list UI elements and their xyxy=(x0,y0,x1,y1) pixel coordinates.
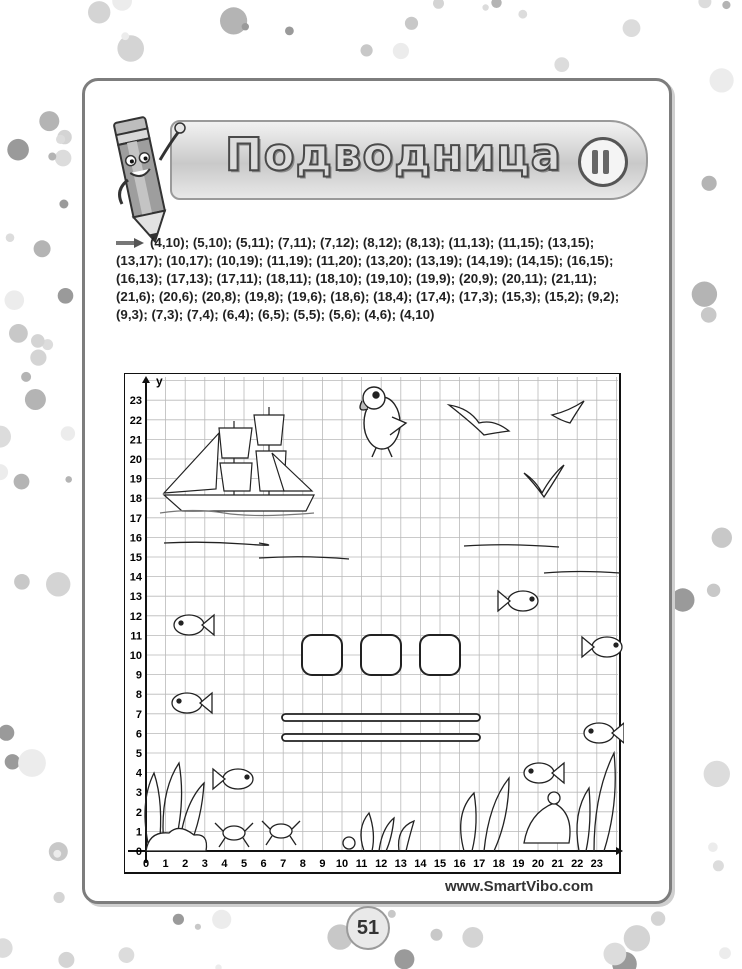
x-tick-label: 0 xyxy=(142,858,150,870)
polka-dot xyxy=(48,153,56,161)
polka-dot xyxy=(58,952,74,968)
y-tick-label: 7 xyxy=(135,708,142,721)
polka-dot xyxy=(7,139,29,161)
x-tick-label: 1 xyxy=(162,858,169,870)
polka-dot xyxy=(712,528,732,548)
y-tick-label: 6 xyxy=(135,728,142,741)
x-tick-label: 19 xyxy=(512,858,525,870)
polka-dot xyxy=(112,0,132,11)
y-tick-label: 11 xyxy=(130,630,142,643)
y-tick-label: 19 xyxy=(129,473,142,486)
polka-dot xyxy=(702,176,717,191)
polka-dot xyxy=(39,111,59,131)
polka-dot xyxy=(242,23,249,30)
polka-dot xyxy=(285,27,294,36)
polka-dot xyxy=(31,334,45,348)
polka-dot xyxy=(482,4,488,10)
polka-dot xyxy=(361,44,373,56)
polka-dot xyxy=(14,474,30,490)
polka-dot xyxy=(21,372,31,382)
y-axis-label: y xyxy=(156,374,163,388)
page-title: Подводница xyxy=(225,128,562,181)
polka-dot xyxy=(0,725,14,741)
y-tick-label: 4 xyxy=(135,767,142,780)
polka-dot xyxy=(388,910,396,918)
y-tick-label: 15 xyxy=(129,552,142,564)
polka-dot xyxy=(0,938,13,958)
polka-dot xyxy=(18,749,46,777)
polka-dot xyxy=(46,572,70,596)
polka-dot xyxy=(88,1,110,23)
polka-dot xyxy=(65,476,72,483)
y-tick-label: 9 xyxy=(135,669,142,682)
polka-dot xyxy=(119,947,135,963)
polka-dot xyxy=(713,860,724,871)
polka-dot xyxy=(704,761,730,787)
x-tick-label: 11 xyxy=(355,858,368,870)
polka-dot xyxy=(554,57,569,72)
x-tick-label: 8 xyxy=(299,858,306,870)
coordinate-grid xyxy=(124,373,624,883)
polka-dot xyxy=(0,464,8,480)
y-tick-label: 14 xyxy=(129,571,142,584)
polka-dot xyxy=(698,0,711,8)
x-tick-label: 3 xyxy=(201,858,208,870)
polka-dot xyxy=(5,754,20,769)
polka-dot xyxy=(14,574,30,590)
polka-dot xyxy=(61,426,75,440)
polka-dot xyxy=(195,924,201,930)
x-tick-label: 17 xyxy=(473,858,486,870)
polka-dot xyxy=(692,282,717,307)
y-tick-label: 22 xyxy=(129,414,142,427)
y-tick-label: 10 xyxy=(129,650,142,662)
x-tick-label: 20 xyxy=(531,858,545,870)
x-tick-label: 18 xyxy=(492,858,505,870)
level-badge xyxy=(578,137,628,187)
polka-dot xyxy=(708,842,718,852)
polka-dot xyxy=(58,288,74,304)
x-tick-label: 10 xyxy=(335,858,349,870)
x-tick-label: 13 xyxy=(394,858,407,870)
y-tick-label: 1 xyxy=(135,826,142,839)
x-tick-label: 6 xyxy=(260,858,267,870)
polka-dot xyxy=(719,947,731,959)
polka-dot xyxy=(462,927,483,948)
polka-dot xyxy=(53,850,61,858)
polka-dot xyxy=(431,929,443,941)
polka-dot xyxy=(121,32,129,40)
x-tick-label: 5 xyxy=(240,858,248,870)
polka-dot xyxy=(722,1,730,9)
coordinate-list: (4,10); (5,10); (5,11); (7,11); (7,12); (8,12); (8,13); (11,13); (11,15); (13,15); (13,17); (10,17); (10,19); (11,19); (11,20); (13,20); (13,19); (14,19); (14,15); (16,15); (16,13); (17,13); (17,11); (18,11); (18,10); (19,10); (19,9); (20,9); (20,11); (21,11); (21,6); (20,6); (20,8); (19,8); (19,6); (18,6); (18,4); (17,4); (17,3); (15,3); (15,2); (9,2); (9,3); (7,3); (7,4); (6,4); (6,5); (5,5); (5,6); (4,6); (4,10) xyxy=(116,235,620,322)
polka-dot xyxy=(710,68,734,92)
y-tick-label: 13 xyxy=(129,591,142,604)
x-tick-label: 14 xyxy=(414,858,427,870)
polka-dot xyxy=(651,911,665,925)
pencil-mascot-icon xyxy=(100,100,190,250)
polka-dot xyxy=(212,910,231,929)
polka-dot xyxy=(34,240,51,257)
y-tick-label: 23 xyxy=(129,395,142,408)
page-number: 51 xyxy=(346,906,390,950)
polka-dot xyxy=(5,290,25,310)
x-tick-label: 12 xyxy=(375,858,388,870)
polka-dot xyxy=(117,35,144,62)
polka-dot xyxy=(30,350,46,366)
x-tick-label: 4 xyxy=(221,858,228,870)
polka-dot xyxy=(54,892,65,903)
polka-dot xyxy=(405,17,418,30)
y-tick-label: 2 xyxy=(135,806,142,819)
polka-dot xyxy=(59,200,68,209)
polka-dot xyxy=(6,233,15,242)
polka-dot xyxy=(55,150,72,167)
polka-dot xyxy=(393,43,409,59)
polka-dot xyxy=(604,943,627,966)
y-tick-label: 3 xyxy=(135,787,142,800)
x-tick-label: 21 xyxy=(551,858,564,870)
polka-dot xyxy=(671,588,694,611)
polka-dot xyxy=(25,389,46,410)
y-tick-label: 20 xyxy=(129,454,142,466)
y-tick-label: 18 xyxy=(129,493,142,506)
website-link[interactable]: www.SmartVibo.com xyxy=(445,878,594,895)
polka-dot xyxy=(707,584,720,597)
y-tick-label: 12 xyxy=(129,610,142,623)
arrow-right-icon xyxy=(116,238,144,248)
submarine-window xyxy=(302,635,460,675)
y-tick-label: 16 xyxy=(129,532,142,545)
coordinates-text xyxy=(116,234,636,324)
polka-dot xyxy=(173,914,184,925)
x-tick-label: 9 xyxy=(319,858,326,870)
polka-dot xyxy=(491,0,501,8)
polka-dot xyxy=(701,307,717,323)
level-bar-icon xyxy=(592,150,598,174)
y-tick-label: 21 xyxy=(129,434,142,447)
polka-dot xyxy=(624,925,650,951)
y-tick-label: 8 xyxy=(135,689,142,702)
x-tick-label: 15 xyxy=(433,858,447,870)
polka-dot xyxy=(433,0,444,9)
polka-dot xyxy=(56,135,65,144)
x-tick-label: 16 xyxy=(453,858,466,870)
polka-dot xyxy=(220,7,247,34)
polka-dot xyxy=(9,324,28,343)
x-tick-label: 22 xyxy=(571,858,584,870)
level-bar-icon xyxy=(603,150,609,174)
x-tick-label: 2 xyxy=(182,858,189,870)
polka-dot xyxy=(215,964,221,969)
polka-dot xyxy=(394,949,414,969)
y-tick-label: 0 xyxy=(135,846,142,858)
polka-dot xyxy=(623,19,641,37)
y-tick-label: 17 xyxy=(129,512,142,525)
y-tick-label: 5 xyxy=(135,748,142,760)
polka-dot xyxy=(518,10,527,19)
x-tick-label: 23 xyxy=(590,858,603,870)
polka-dot xyxy=(0,426,11,448)
x-tick-label: 7 xyxy=(280,858,287,870)
